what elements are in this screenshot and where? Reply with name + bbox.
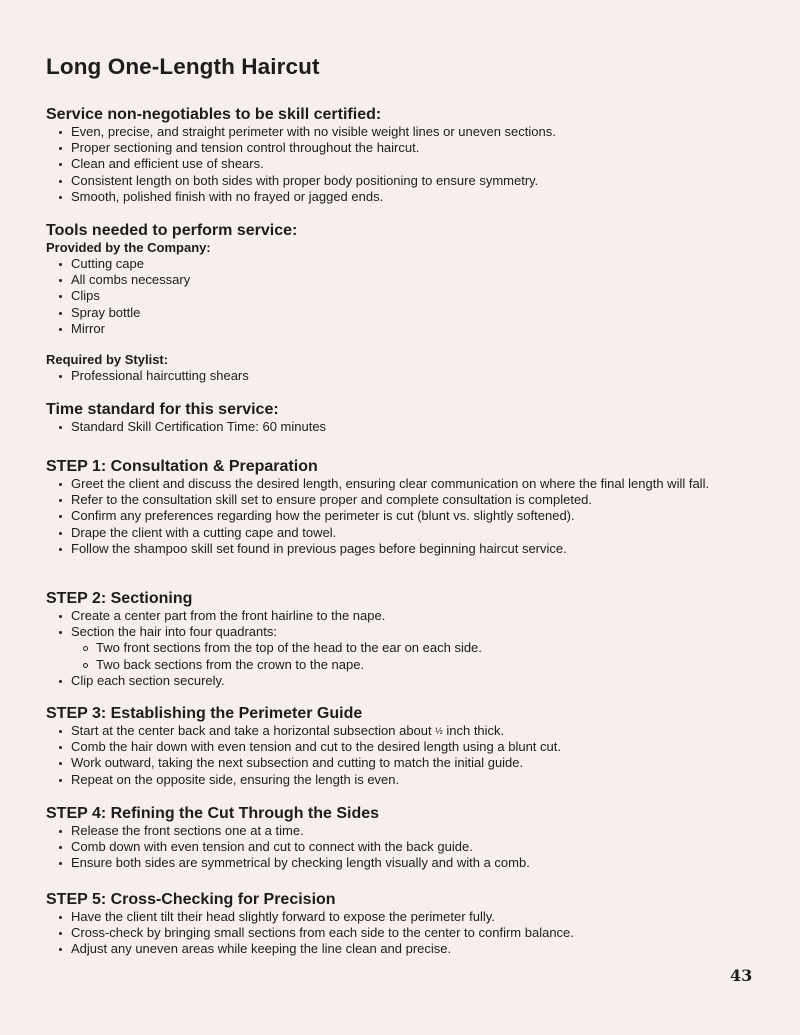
list-item: Work outward, taking the next subsection and cutting to match the initial guide.	[46, 755, 746, 771]
list-item: Create a center part from the front hairline to the nape.	[46, 608, 746, 624]
page-title: Long One-Length Haircut	[46, 54, 320, 79]
step1-list	[46, 476, 726, 557]
company-provided-heading: Provided by the Company:	[46, 240, 211, 255]
time-standard-section	[46, 401, 746, 435]
list-item-text: inch thick.	[442, 723, 505, 738]
step4-list	[46, 823, 746, 872]
list-item: Spray bottle	[46, 305, 746, 321]
list-item: Repeat on the opposite side, ensuring the length is even.	[46, 772, 746, 788]
list-item-text: Start at the center back and take a horizontal subsection about	[71, 723, 436, 738]
tools-heading: Tools needed to perform service:	[46, 222, 298, 239]
list-item	[46, 723, 746, 739]
step2-section	[46, 590, 746, 689]
list-item: Refer to the consultation skill set to ensure proper and complete consultation is completed.	[46, 492, 726, 508]
step4-heading: STEP 4: Refining the Cut Through the Sides	[46, 805, 380, 822]
list-item: Clips	[46, 288, 746, 304]
list-item: Clip each section securely.	[46, 673, 746, 689]
list-item: Ensure both sides are symmetrical by checking length visually and with a comb.	[46, 855, 746, 871]
list-item: Professional haircutting shears	[46, 368, 746, 384]
list-item: All combs necessary	[46, 272, 746, 288]
list-item: Section the hair into four quadrants:	[46, 624, 746, 640]
list-item: Greet the client and discuss the desired length, ensuring clear communication on where the final length will fall.	[46, 476, 726, 492]
step5-list	[46, 909, 746, 958]
step5-section	[46, 891, 746, 958]
fraction: ½	[435, 726, 443, 736]
list-item: Proper sectioning and tension control throughout the haircut.	[46, 140, 746, 156]
company-tools-list	[46, 256, 746, 337]
step3-list	[46, 723, 746, 788]
list-item: Smooth, polished finish with no frayed or jagged ends.	[46, 189, 746, 205]
non-negotiables-list	[46, 124, 746, 205]
list-item: Standard Skill Certification Time: 60 minutes	[46, 419, 746, 435]
tools-section	[46, 222, 746, 337]
list-item: Consistent length on both sides with proper body positioning to ensure symmetry.	[46, 173, 746, 189]
list-item: Clean and efficient use of shears.	[46, 156, 746, 172]
list-item: Cross-check by bringing small sections from each side to the center to confirm balance.	[46, 925, 746, 941]
list-item: Confirm any preferences regarding how the perimeter is cut (blunt vs. slightly softened).	[46, 508, 726, 524]
sub-list-item: Two front sections from the top of the head to the ear on each side.	[46, 640, 746, 656]
list-item: Cutting cape	[46, 256, 746, 272]
list-item: Drape the client with a cutting cape and towel.	[46, 525, 726, 541]
time-standard-heading: Time standard for this service:	[46, 401, 279, 418]
sub-list-item: Two back sections from the crown to the nape.	[46, 657, 746, 673]
step5-heading: STEP 5: Cross-Checking for Precision	[46, 891, 336, 908]
step3-section	[46, 705, 746, 788]
stylist-tools-list	[46, 368, 746, 384]
step2-list	[46, 608, 746, 689]
step1-section	[46, 458, 726, 557]
list-item: Comb down with even tension and cut to connect with the back guide.	[46, 839, 746, 855]
list-item: Have the client tilt their head slightly forward to expose the perimeter fully.	[46, 909, 746, 925]
page-number: 43	[730, 966, 753, 985]
list-item: Comb the hair down with even tension and cut to the desired length using a blunt cut.	[46, 739, 746, 755]
step1-heading: STEP 1: Consultation & Preparation	[46, 458, 318, 475]
stylist-tools-section	[46, 352, 746, 384]
list-item: Adjust any uneven areas while keeping the line clean and precise.	[46, 941, 746, 957]
list-item: Even, precise, and straight perimeter with no visible weight lines or uneven sections.	[46, 124, 746, 140]
step3-heading: STEP 3: Establishing the Perimeter Guide	[46, 705, 363, 722]
step2-heading: STEP 2: Sectioning	[46, 590, 193, 607]
list-item: Release the front sections one at a time.	[46, 823, 746, 839]
non-negotiables-heading: Service non-negotiables to be skill certified:	[46, 106, 382, 123]
stylist-required-heading: Required by Stylist:	[46, 352, 169, 367]
step4-section	[46, 805, 746, 872]
time-standard-list	[46, 419, 746, 435]
list-item: Mirror	[46, 321, 746, 337]
list-item: Follow the shampoo skill set found in previous pages before beginning haircut service.	[46, 541, 726, 557]
non-negotiables-section	[46, 106, 746, 205]
